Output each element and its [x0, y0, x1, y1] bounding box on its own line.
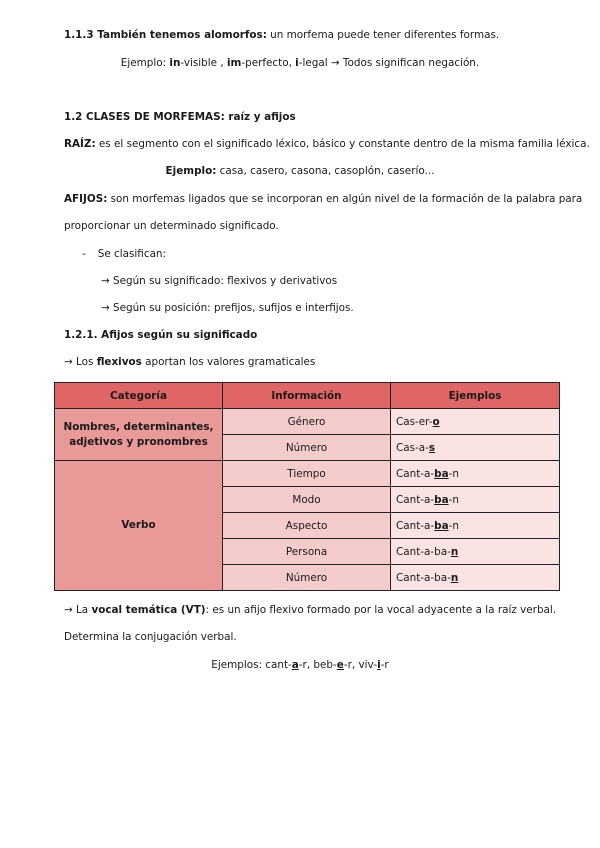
info-cell: Número — [223, 565, 391, 591]
example-base: Cant-a-ba- — [396, 571, 451, 584]
example-suffix: -n — [448, 519, 459, 532]
vt-bold: vocal temática (VT) — [91, 604, 206, 616]
bullet-text: Se clasifican: — [97, 248, 167, 260]
flexivos-arrow: → Los — [64, 356, 97, 368]
classification-posicion-text: → Según su posición: prefijos, sufijos e interfijos. — [101, 302, 354, 314]
classification-posicion — [101, 302, 354, 314]
alomorfos-example-label: Ejemplo: — [120, 57, 170, 69]
example-base: Cant-a-ba- — [396, 545, 451, 558]
example-text-2: -perfecto, — [241, 57, 296, 69]
example-morpheme: s — [428, 441, 436, 454]
example-cell — [391, 513, 560, 539]
vt-ex-text-1: -r, beb- — [298, 659, 337, 671]
header-categoria: Categoría — [55, 383, 223, 409]
example-suffix: -n — [448, 493, 459, 506]
classification-significado-text: → Según su significado: flexivos y derivativos — [101, 275, 338, 287]
alomorfos-text: un morfema puede tener diferentes formas. — [266, 29, 500, 41]
table-header-row — [55, 383, 560, 409]
example-cell — [391, 539, 560, 565]
prefix-im: im — [226, 57, 242, 69]
flexivos-intro — [64, 356, 315, 368]
category-nominal: Nombres, determinantes, adjetivos y pronombres — [55, 409, 223, 461]
example-cell — [391, 487, 560, 513]
vt-vowel-a: a — [291, 659, 299, 671]
info-cell: Aspecto — [223, 513, 391, 539]
example-base: Cas-er- — [396, 415, 433, 428]
afijos-paragraph-line2 — [64, 220, 279, 232]
info-cell: Número — [223, 435, 391, 461]
prefix-in: in — [169, 57, 181, 69]
table-row — [55, 409, 560, 435]
afijos-paragraph — [64, 193, 582, 205]
info-cell: Persona — [223, 539, 391, 565]
example-cell — [391, 409, 560, 435]
table-row — [55, 461, 560, 487]
vocal-tematica-paragraph — [64, 604, 556, 616]
example-morpheme: ba — [434, 493, 449, 506]
vt-vowel-e: e — [336, 659, 344, 671]
example-base: Cas-a- — [396, 441, 429, 454]
afijos-text-2: proporcionar un determinado significado. — [64, 220, 279, 232]
example-text-3: -legal → Todos significan negación. — [298, 57, 480, 69]
classification-significado — [101, 275, 337, 287]
example-cell — [391, 565, 560, 591]
conjugacion-line — [64, 631, 237, 643]
example-base: Cant-a- — [396, 467, 435, 480]
example-morpheme: ba — [434, 467, 449, 480]
example-morpheme: n — [450, 571, 459, 584]
example-cell — [391, 435, 560, 461]
vt-ex-text-3: -r — [380, 659, 389, 671]
header-ejemplos: Ejemplos — [391, 383, 560, 409]
example-suffix: -n — [448, 467, 459, 480]
raiz-paragraph — [64, 138, 590, 150]
info-cell: Modo — [223, 487, 391, 513]
raiz-example-text: casa, casero, casona, casoplón, caserío... — [216, 165, 435, 177]
info-cell: Género — [223, 409, 391, 435]
flexivos-bold: flexivos — [96, 356, 142, 368]
vt-examples — [0, 659, 600, 671]
raiz-text: es el segmento con el significado léxico, básico y constante dentro de la misma familia léxica. — [95, 138, 590, 150]
prefix-i: i — [295, 57, 299, 69]
example-morpheme: ba — [434, 519, 449, 532]
category-verbo: Verbo — [55, 461, 223, 591]
flexivos-rest: aportan los valores gramaticales — [141, 356, 316, 368]
vt-ex-text-2: -r, viv- — [343, 659, 378, 671]
clases-heading-text: 1.2 CLASES DE MORFEMAS: raíz y afijos — [64, 111, 296, 123]
afijos-label: AFIJOS: — [64, 193, 108, 205]
example-cell — [391, 461, 560, 487]
info-cell: Tiempo — [223, 461, 391, 487]
header-informacion: Información — [223, 383, 391, 409]
conjugacion-text: Determina la conjugación verbal. — [64, 631, 237, 643]
flexivos-table — [54, 382, 560, 591]
afijos-text: son morfemas ligados que se incorporan en algún nivel de la formación de la palabra para — [107, 193, 583, 205]
example-text-1: -visible , — [180, 57, 227, 69]
afijos-significado-heading — [64, 329, 257, 341]
alomorfos-title: 1.1.3 También tenemos alomorfos: — [64, 29, 267, 41]
clases-heading — [64, 111, 296, 123]
alomorfos-paragraph — [64, 29, 499, 41]
example-base: Cant-a- — [396, 519, 435, 532]
vt-ex-label: Ejemplos: cant- — [211, 659, 292, 671]
raiz-label: RAÍZ: — [64, 138, 96, 150]
vt-rest: : es un afijo flexivo formado por la vocal adyacente a la raíz verbal. — [205, 604, 557, 616]
raiz-example — [0, 165, 600, 177]
example-base: Cant-a- — [396, 493, 435, 506]
raiz-example-label: Ejemplo: — [165, 165, 217, 177]
bullet-dash: - — [82, 248, 86, 260]
example-morpheme: n — [450, 545, 459, 558]
bullet-item — [82, 248, 166, 260]
afijos-significado-heading-text: 1.2.1. Afijos según su significado — [64, 329, 258, 341]
vt-arrow: → La — [64, 604, 92, 616]
example-morpheme: o — [432, 415, 440, 428]
alomorfos-example — [0, 57, 600, 69]
vt-vowel-i: i — [377, 659, 381, 671]
